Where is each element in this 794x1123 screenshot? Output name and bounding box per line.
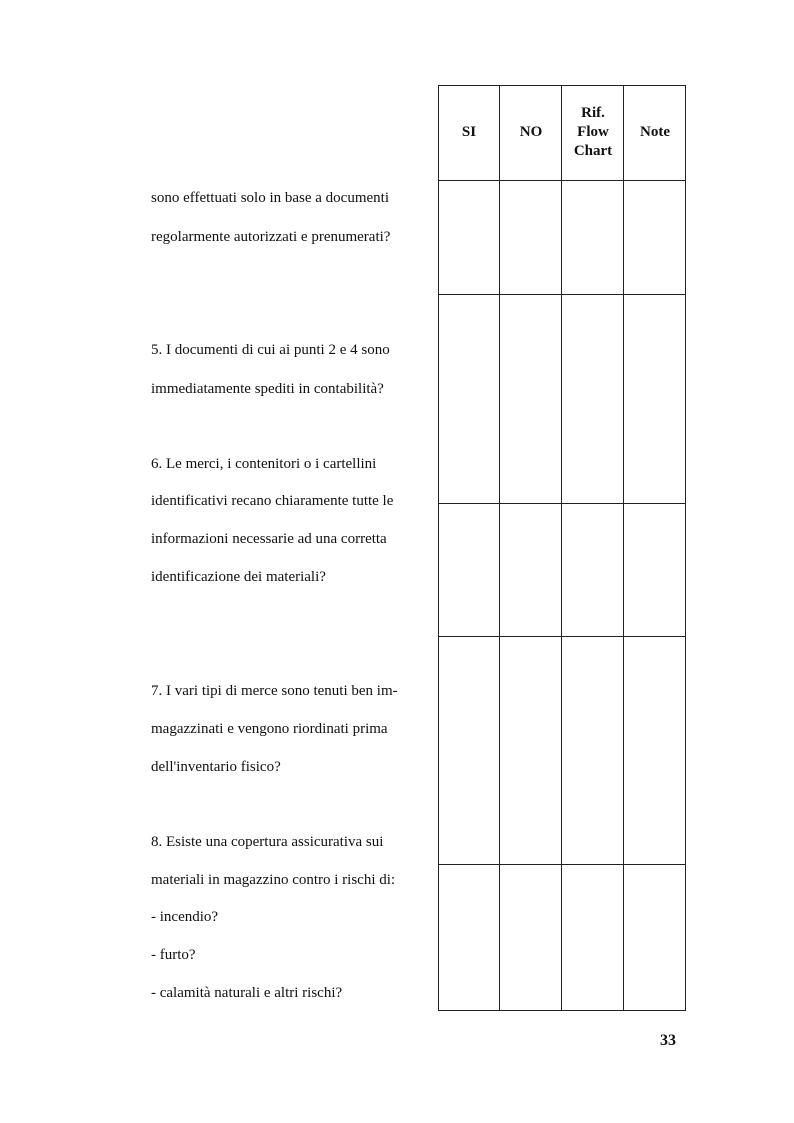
question-8-option-1: - incendio? xyxy=(151,909,219,925)
table-row-divider-2 xyxy=(438,503,686,504)
text-line-2: regolarmente autorizzati e prenumerati? xyxy=(151,229,391,245)
question-6-line-2: identificativi recano chiaramente tutte le xyxy=(151,493,394,509)
header-note: Note xyxy=(640,124,670,140)
header-rif-line-2: Flow xyxy=(577,124,609,140)
question-8-line-2: materiali in magazzino contro i rischi di: xyxy=(151,872,396,888)
header-rif-line-3: Chart xyxy=(573,143,613,159)
table-border-left xyxy=(438,85,439,1011)
table-divider-rif-note xyxy=(623,85,624,1011)
header-no: NO xyxy=(519,124,543,140)
table-divider-no-rif xyxy=(561,85,562,1011)
question-5-line-2: immediatamente spediti in contabilità? xyxy=(151,381,384,397)
header-rif-line-1: Rif. xyxy=(581,105,605,121)
question-6-line-3: informazioni necessarie ad una corretta xyxy=(151,531,387,547)
question-6-line-1: 6. Le merci, i contenitori o i cartellini xyxy=(151,456,377,472)
question-8-option-2: - furto? xyxy=(151,947,196,963)
header-rif-flow-chart xyxy=(562,85,624,180)
question-7-line-1: 7. I vari tipi di merce sono tenuti ben im- xyxy=(151,683,398,699)
table-divider-si-no xyxy=(499,85,500,1011)
checklist-table xyxy=(438,85,685,1011)
question-7-line-2: magazzinati e vengono riordinati prima xyxy=(151,721,388,737)
question-8-line-1: 8. Esiste una copertura assicurativa sui xyxy=(151,834,384,850)
table-border-bottom xyxy=(438,1010,686,1011)
table-header-divider xyxy=(438,180,686,181)
table-row-divider-4 xyxy=(438,864,686,865)
question-5-line-1: 5. I documenti di cui ai punti 2 e 4 sono xyxy=(151,342,390,358)
text-line-1: sono effettuati solo in base a documenti xyxy=(151,190,390,206)
table-row-divider-3 xyxy=(438,636,686,637)
header-si: SI xyxy=(461,124,477,140)
question-6-line-4: identificazione dei materiali? xyxy=(151,569,326,585)
question-8-option-3: - calamità naturali e altri rischi? xyxy=(151,985,343,1001)
page-number: 33 xyxy=(660,1032,676,1049)
question-7-line-3: dell'inventario fisico? xyxy=(151,759,281,775)
table-border-right xyxy=(685,85,686,1011)
table-row-divider-1 xyxy=(438,294,686,295)
